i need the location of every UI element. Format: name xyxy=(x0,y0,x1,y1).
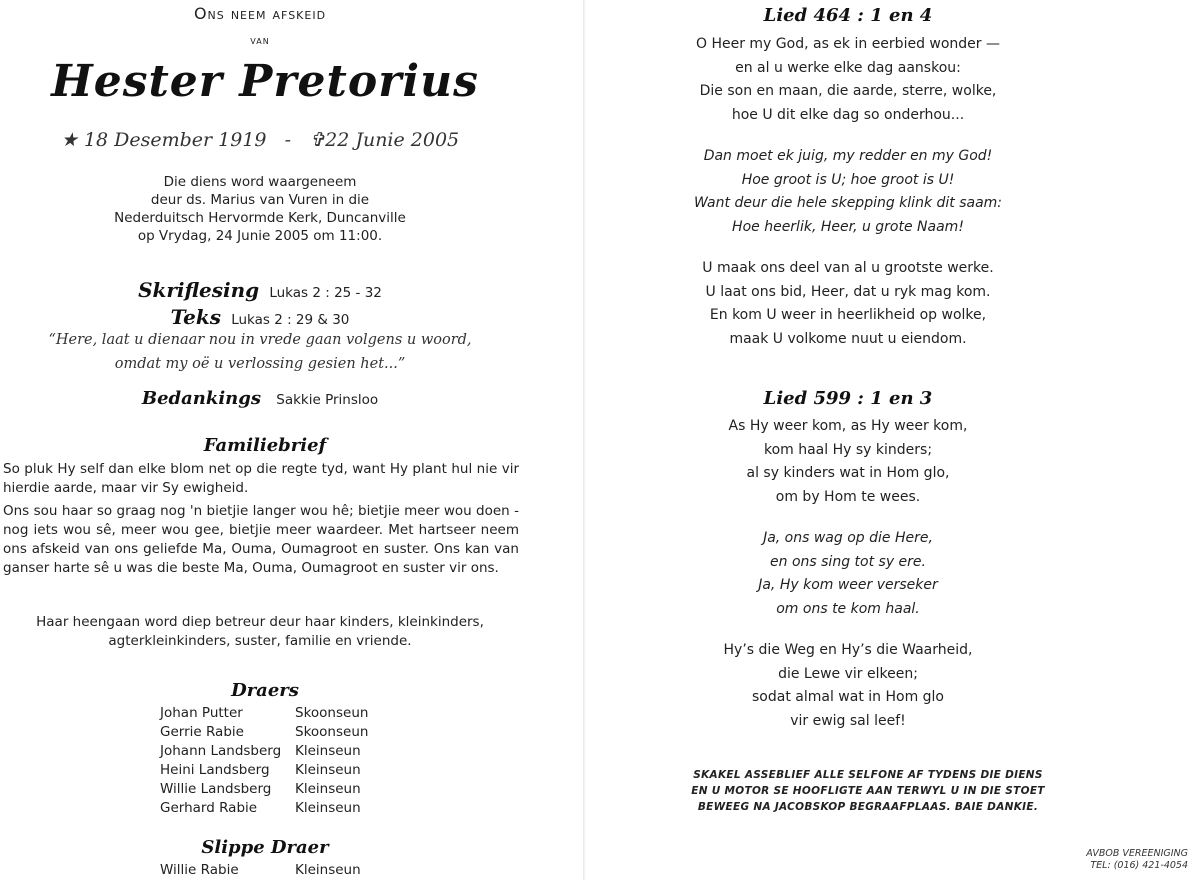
bearer-name: Willie Rabie xyxy=(160,862,239,878)
bearer-relation: Kleinseun xyxy=(295,762,361,778)
funeral-home-phone: TEL: (016) 421-4054 xyxy=(1090,860,1188,871)
life-dates xyxy=(0,129,520,151)
verse-line: U laat ons bid, Heer, dat u ryk mag kom. xyxy=(705,283,991,300)
verse-line: Want deur die hele skepping klink dit saam: xyxy=(693,195,1003,211)
bearer-name: Gerhard Rabie xyxy=(160,800,258,816)
verse-line: vir ewig sal leef! xyxy=(790,712,906,729)
bearer-name: Willie Landsberg xyxy=(160,781,272,797)
bedankings-label: Bedankings xyxy=(141,388,261,409)
verse-line: Dan moet ek juig, my redder en my God! xyxy=(703,148,993,164)
bearer-relation: Kleinseun xyxy=(295,800,361,816)
verse-line: As Hy weer kom, as Hy weer kom, xyxy=(728,418,968,434)
notice-line: EN U MOTOR SE HOOFLIGTE AAN TERWYL U IN DIE STOET xyxy=(691,785,1045,797)
verse-line: kom haal Hy sy kinders; xyxy=(763,441,933,458)
verse-line: O Heer my God, as ek in eerbied wonder — xyxy=(695,36,1000,52)
hymn-599-chorus xyxy=(590,527,1106,621)
service-line: Nederduitsch Hervormde Kerk, Duncanville xyxy=(114,210,406,226)
verse-line: Hy’s die Weg en Hy’s die Waarheid, xyxy=(723,642,973,658)
skriflesing-reference: Lukas 2 : 25 - 32 xyxy=(269,285,382,301)
right-page xyxy=(590,0,1200,880)
bedankings-name: Sakkie Prinsloo xyxy=(276,392,379,408)
familiebrief-heading: Familiebrief xyxy=(203,435,327,456)
service-line: Die diens word waargeneem xyxy=(163,174,357,190)
notice-line: SKAKEL ASSEBLIEF ALLE SELFONE AF TYDENS DIE DIENS xyxy=(693,769,1043,781)
verse-line: Ja, Hy kom weer verseker xyxy=(758,577,938,593)
bearer-relation: Skoonseun xyxy=(295,724,369,740)
verse-line: Ja, ons wag op die Here, xyxy=(763,530,933,546)
cellphone-notice xyxy=(590,767,1146,815)
list-item xyxy=(160,861,361,880)
familiebrief-paragraph-2: Ons sou haar so graag nog 'n bietjie langer wou hê; bietjie meer wou doen - nog iets wou sê, meer wou gee, bietjie meer waardeer. Met hartseer neem ons afskeid van ons geliefde Ma, Ouma, Oumagroot en suster. Ons kan van ganser harte sê u was die beste Ma, Ouma, Oumagroot en suster vir ons. xyxy=(3,503,519,576)
hymn-599-verse-3 xyxy=(590,639,1106,733)
verse-line: om ons te kom haal. xyxy=(776,600,920,617)
verse-line: maak U volkome nuut u eiendom. xyxy=(729,330,967,347)
verse-line: al sy kinders wat in Hom glo, xyxy=(746,465,950,481)
teks-reference: Lukas 2 : 29 & 30 xyxy=(231,312,350,328)
quote-line: omdat my oë u verlossing gesien het...” xyxy=(114,356,406,372)
verse-line: Hoe heerlik, Heer, u grote Naam! xyxy=(732,218,964,235)
draers-heading: Draers xyxy=(231,680,299,701)
list-item xyxy=(160,799,368,818)
teks-label: Teks xyxy=(170,305,222,329)
verse-line: en al u werke elke dag aanskou: xyxy=(735,59,961,76)
bearer-name: Johan Putter xyxy=(160,705,243,721)
bearer-relation: Kleinseun xyxy=(295,743,361,759)
verse-line: en ons sing tot sy ere. xyxy=(770,553,926,570)
list-item xyxy=(160,723,368,742)
notice-line: BEWEEG NA JACOBSKOP BEGRAAFPLAAS. BAIE DANKIE. xyxy=(697,801,1039,813)
service-line: op Vrydag, 24 Junie 2005 om 11:00. xyxy=(137,228,383,244)
verse-line: die Lewe vir elkeen; xyxy=(778,665,918,682)
verse-line: om by Hom te wees. xyxy=(775,488,921,505)
list-item xyxy=(160,761,368,780)
star-icon: ★ xyxy=(60,129,78,151)
verse-line: sodat almal wat in Hom glo xyxy=(752,689,944,705)
hymn-599-title: Lied 599 : 1 en 3 xyxy=(763,388,933,409)
cross-icon: ✞ xyxy=(309,129,326,151)
hymn-464-verse-4 xyxy=(590,257,1106,351)
slippe-draer-list xyxy=(160,861,361,880)
familiebrief-paragraph-1: So pluk Hy self dan elke blom net op die regte tyd, want Hy plant hul nie vir hierdie aarde, maar vir Sy ewigheid. xyxy=(3,461,519,496)
bearer-name: Gerrie Rabie xyxy=(160,724,244,740)
birth-date: 18 Desember 1919 xyxy=(83,129,267,151)
quote-line: “Here, laat u dienaar nou in vrede gaan volgens u woord, xyxy=(48,332,472,348)
bearer-relation: Kleinseun xyxy=(295,862,361,878)
header-van: van xyxy=(250,33,270,47)
list-item xyxy=(160,780,368,799)
verse-line: Die son en maan, die aarde, sterre, wolke, xyxy=(699,83,997,99)
slippe-draer-heading: Slippe Draer xyxy=(201,837,329,858)
hymn-464-verse-1 xyxy=(590,33,1106,127)
skriflesing-row xyxy=(0,278,520,302)
service-line: deur ds. Marius van Vuren in die xyxy=(150,192,370,208)
left-page xyxy=(0,0,585,880)
hymn-464-title: Lied 464 : 1 en 4 xyxy=(763,5,933,26)
bearer-name: Heini Landsberg xyxy=(160,762,270,778)
bearer-relation: Skoonseun xyxy=(295,705,369,721)
bearer-relation: Kleinseun xyxy=(295,781,361,797)
verse-line: hoe U dit elke dag so onderhou... xyxy=(731,106,965,123)
verse-line: U maak ons deel van al u grootste werke. xyxy=(702,260,994,276)
scripture-quote xyxy=(0,328,520,376)
deceased-name: Hester Pretorius xyxy=(51,56,479,107)
list-item xyxy=(160,704,368,723)
verse-line: Hoe groot is U; hoe groot is U! xyxy=(741,171,955,188)
header-title: Ons neem afskeid xyxy=(193,4,327,23)
teks-row xyxy=(0,305,520,329)
list-item xyxy=(160,742,368,761)
verse-line: En kom U weer in heerlikheid op wolke, xyxy=(709,307,987,323)
bedankings-row xyxy=(0,388,520,409)
funeral-home-credit xyxy=(1086,848,1188,872)
date-separator: - xyxy=(284,129,292,151)
service-details xyxy=(0,173,520,245)
draers-list xyxy=(160,704,368,818)
hymn-599-verse-1 xyxy=(590,415,1106,509)
bearer-name: Johann Landsberg xyxy=(160,743,282,759)
hymn-464-chorus xyxy=(590,145,1106,239)
skriflesing-label: Skriflesing xyxy=(138,278,260,302)
death-date: 22 Junie 2005 xyxy=(325,129,460,151)
funeral-home-name: AVBOB VEREENIGING xyxy=(1086,848,1188,859)
familiebrief-paragraph-3: Haar heengaan word diep betreur deur haar kinders, kleinkinders, agterkleinkinders, suster, familie en vriende. xyxy=(36,614,484,649)
